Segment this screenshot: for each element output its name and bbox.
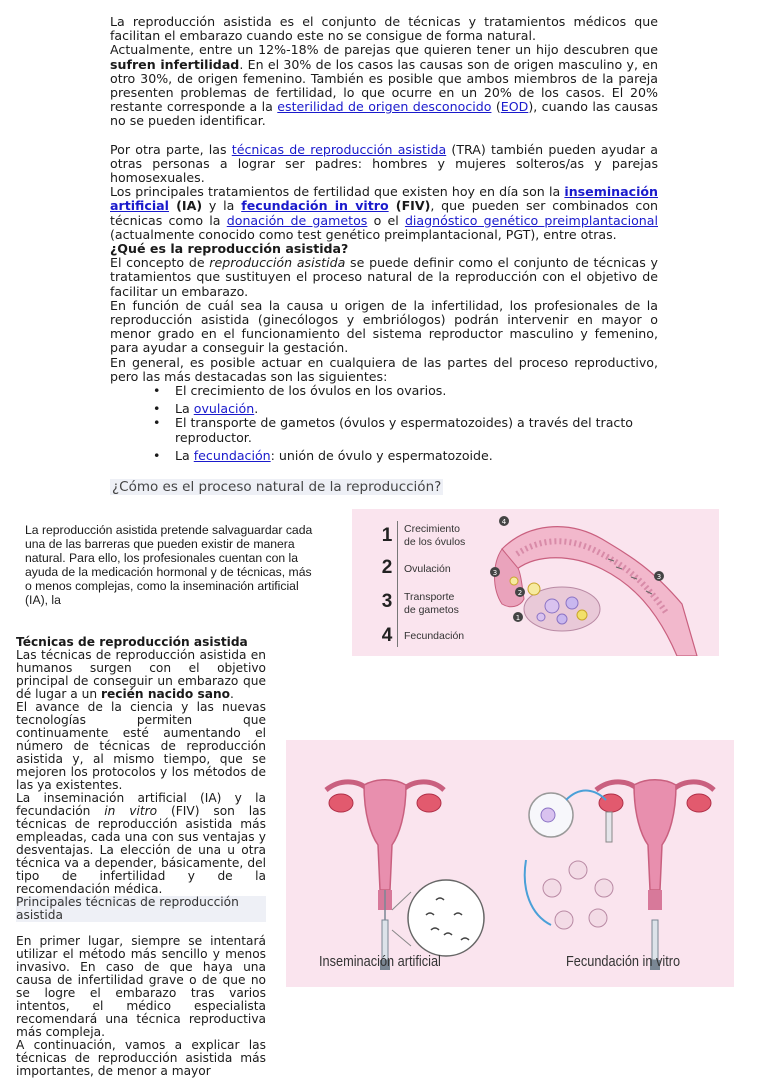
step-number: 4	[381, 625, 393, 646]
paragraph: En función de cuál sea la causa u origen de la infertilidad, los profesionales de la reproducción asistida (ginecólogos y embriólogos) podrán intervenir en mayor o menor grado en el funcionamiento del sistema reproductor masculino y femenino, para ayudar a conseguir la gestación.	[110, 297, 658, 356]
caption-ia: Inseminación artificial	[319, 953, 441, 970]
text: (	[491, 99, 501, 115]
text: .	[254, 401, 259, 417]
paragraph	[16, 649, 266, 701]
bold-text: (FIV)	[388, 198, 431, 214]
paragraph: En primer lugar, siempre se intentará utilizar el método más sencillo y menos invasivo. En caso de que haya una causa de infertilidad grave o de que no se logre el embarazo tras varios intentos, el médico especialista recomendará una técnica reproductiva más compleja.	[16, 934, 266, 1039]
step-number: 2	[381, 557, 393, 578]
paragraph	[110, 43, 658, 128]
paragraph	[110, 143, 658, 186]
text: , que pueden ser combinados con técnicas como la	[110, 198, 659, 228]
text: (actualmente conocido como test genético preimplantacional, PGT), entre otras.	[110, 226, 617, 242]
text: La	[175, 401, 194, 417]
link-fecundacion[interactable]: fecundación	[193, 447, 271, 463]
paragraph: La reproducción asistida pretende salvaguardar cada una de las barreras que pueden existir de manera natural. Para ello, los profesionales cuentan con la ayuda de la medicación hormonal y de técnicas, más o menos complejas, como la inseminación artificial (IA), la	[25, 523, 313, 607]
link-ovulacion[interactable]: ovulación	[193, 401, 255, 417]
marker: 3	[492, 569, 498, 577]
uterus-right	[525, 780, 714, 970]
link-donacion-gametos[interactable]: donación de gametos	[226, 212, 368, 228]
reproduction-process-figure	[352, 509, 719, 656]
link-eod[interactable]: EOD	[500, 99, 529, 115]
text: ), cuando las causas no se pueden identificar.	[110, 99, 658, 129]
link-inseminacion-artificial[interactable]: inseminación artificial	[110, 184, 658, 214]
text: : unión de óvulo y espermatozoide.	[270, 447, 493, 463]
list-item	[175, 449, 658, 463]
intro-paragraph	[25, 523, 315, 607]
step-label: Transporte	[404, 591, 455, 603]
paragraph: A continuación, vamos a explicar las técnicas de reproducción asistida más importantes, de menor a mayor	[16, 1038, 266, 1078]
italic-text: reproducción asistida	[209, 255, 346, 271]
list-item: • El crecimiento de los óvulos en los ovarios.	[175, 384, 658, 398]
list-item	[175, 402, 658, 416]
link-tecnicas-reproduccion-asistida[interactable]: técnicas de reproducción asistida	[231, 141, 447, 157]
text: La reproducción asistida es el conjunto de técnicas y tratamientos médicos que facilitan el embarazo cuando este no se consigue de forma natural.	[110, 14, 658, 44]
link-diagnostico-genetico[interactable]: diagnóstico genético preimplantacional	[404, 212, 658, 228]
text: Actualmente, entre un 12%-18% de parejas que quieren tener un hijo descubren que	[110, 42, 658, 58]
bold-text: (IA)	[168, 198, 203, 214]
paragraph	[110, 185, 658, 242]
ia-fiv-illustration	[286, 740, 734, 987]
step-label: Ovulación	[404, 563, 451, 575]
highlighted-heading: Principales técnicas de reproducción asistida	[16, 896, 266, 922]
text: Los principales tratamientos de fertilidad que existen hoy en día son la	[110, 184, 565, 200]
text: Por otra parte, las	[110, 141, 232, 157]
link-esterilidad-origen-desconocido[interactable]: esterilidad de origen desconocido	[277, 99, 492, 115]
marker: 4	[501, 518, 507, 526]
techniques-column	[16, 636, 266, 1078]
text: La	[175, 447, 194, 463]
text: El concepto de	[110, 255, 210, 271]
section-heading: Técnicas de reproducción asistida	[16, 635, 248, 649]
text: Las técnicas de reproducción asistida en humanos surgen con el objetivo principal de conseguir un embarazo que dé lugar a un	[16, 648, 266, 701]
caption-fiv: Fecundación in vitro	[566, 953, 681, 970]
article-main	[110, 15, 658, 463]
marker: 3	[656, 573, 662, 581]
oviduct-illustration	[352, 509, 719, 656]
uterus-left	[326, 780, 484, 970]
section-heading-highlight: ¿Cómo es el proceso natural de la reproducción?	[112, 479, 442, 495]
list-item: • El transporte de gametos (óvulos y espermatozoides) a través del tracto reproductor.	[175, 416, 658, 444]
italic-text: in vitro	[104, 804, 158, 818]
link-fecundacion-in-vitro[interactable]: fecundación in vitro	[241, 198, 389, 214]
text: . En el 30% de los casos las causas son de origen masculino y, en otro 30%, de origen femenino. También es posible que ambos miembros de la pareja presenten problemas de fertilidad, lo que ocurre en un 20% de los casos. El 20% restante corresponde a la	[110, 56, 658, 115]
paragraph: El avance de la ciencia y las nuevas tecnologías permiten que continuamente esté aumentando el número de técnicas de reproducción asistida y, al mismo tiempo, que se mejoren los protocolos y los métodos de las ya existentes.	[16, 700, 266, 792]
step-label: de los óvulos	[404, 536, 466, 548]
text: (TRA) también pueden ayudar a otras personas a lograr ser padres: hombres y mujeres solteros/as y parejas homosexuales.	[110, 141, 658, 186]
marker: 1	[515, 614, 521, 622]
step-label: Crecimiento	[404, 523, 461, 535]
text: o el	[367, 212, 405, 228]
step-label: de gametos	[404, 604, 459, 616]
text: .	[230, 687, 234, 701]
text: (FIV) son las técnicas de reproducción asistida más empleadas, cada una con sus ventajas y desventajas. La elección de una u otra técnica va a depender, básicamente, del tipo de infertilidad y de la recomendación médica.	[16, 804, 266, 896]
bold-text: sufren infertilidad	[110, 56, 240, 72]
paragraph	[110, 256, 658, 299]
paragraph	[110, 15, 658, 43]
paragraph	[16, 792, 266, 896]
bullet-list	[110, 384, 658, 463]
step-number: 3	[381, 591, 393, 612]
text: y la	[202, 198, 242, 214]
text: La inseminación artificial (IA) y la fecundación	[16, 791, 266, 818]
step-label: Fecundación	[404, 630, 465, 642]
section-heading: ¿Qué es la reproducción asistida?	[110, 241, 349, 257]
step-number: 1	[381, 525, 393, 546]
paragraph: En general, es posible actuar en cualquiera de las partes del proceso reproductivo, pero las más destacadas son las siguientes:	[110, 354, 658, 384]
bold-text: recién nacido sano	[100, 687, 231, 701]
ia-vs-fiv-figure	[286, 740, 734, 987]
text: se puede definir como el conjunto de técnicas y tratamientos que sustituyen el proceso natural de la reproducción con el objetivo de facilitar un embarazo.	[110, 255, 658, 299]
marker: 2	[517, 589, 523, 597]
